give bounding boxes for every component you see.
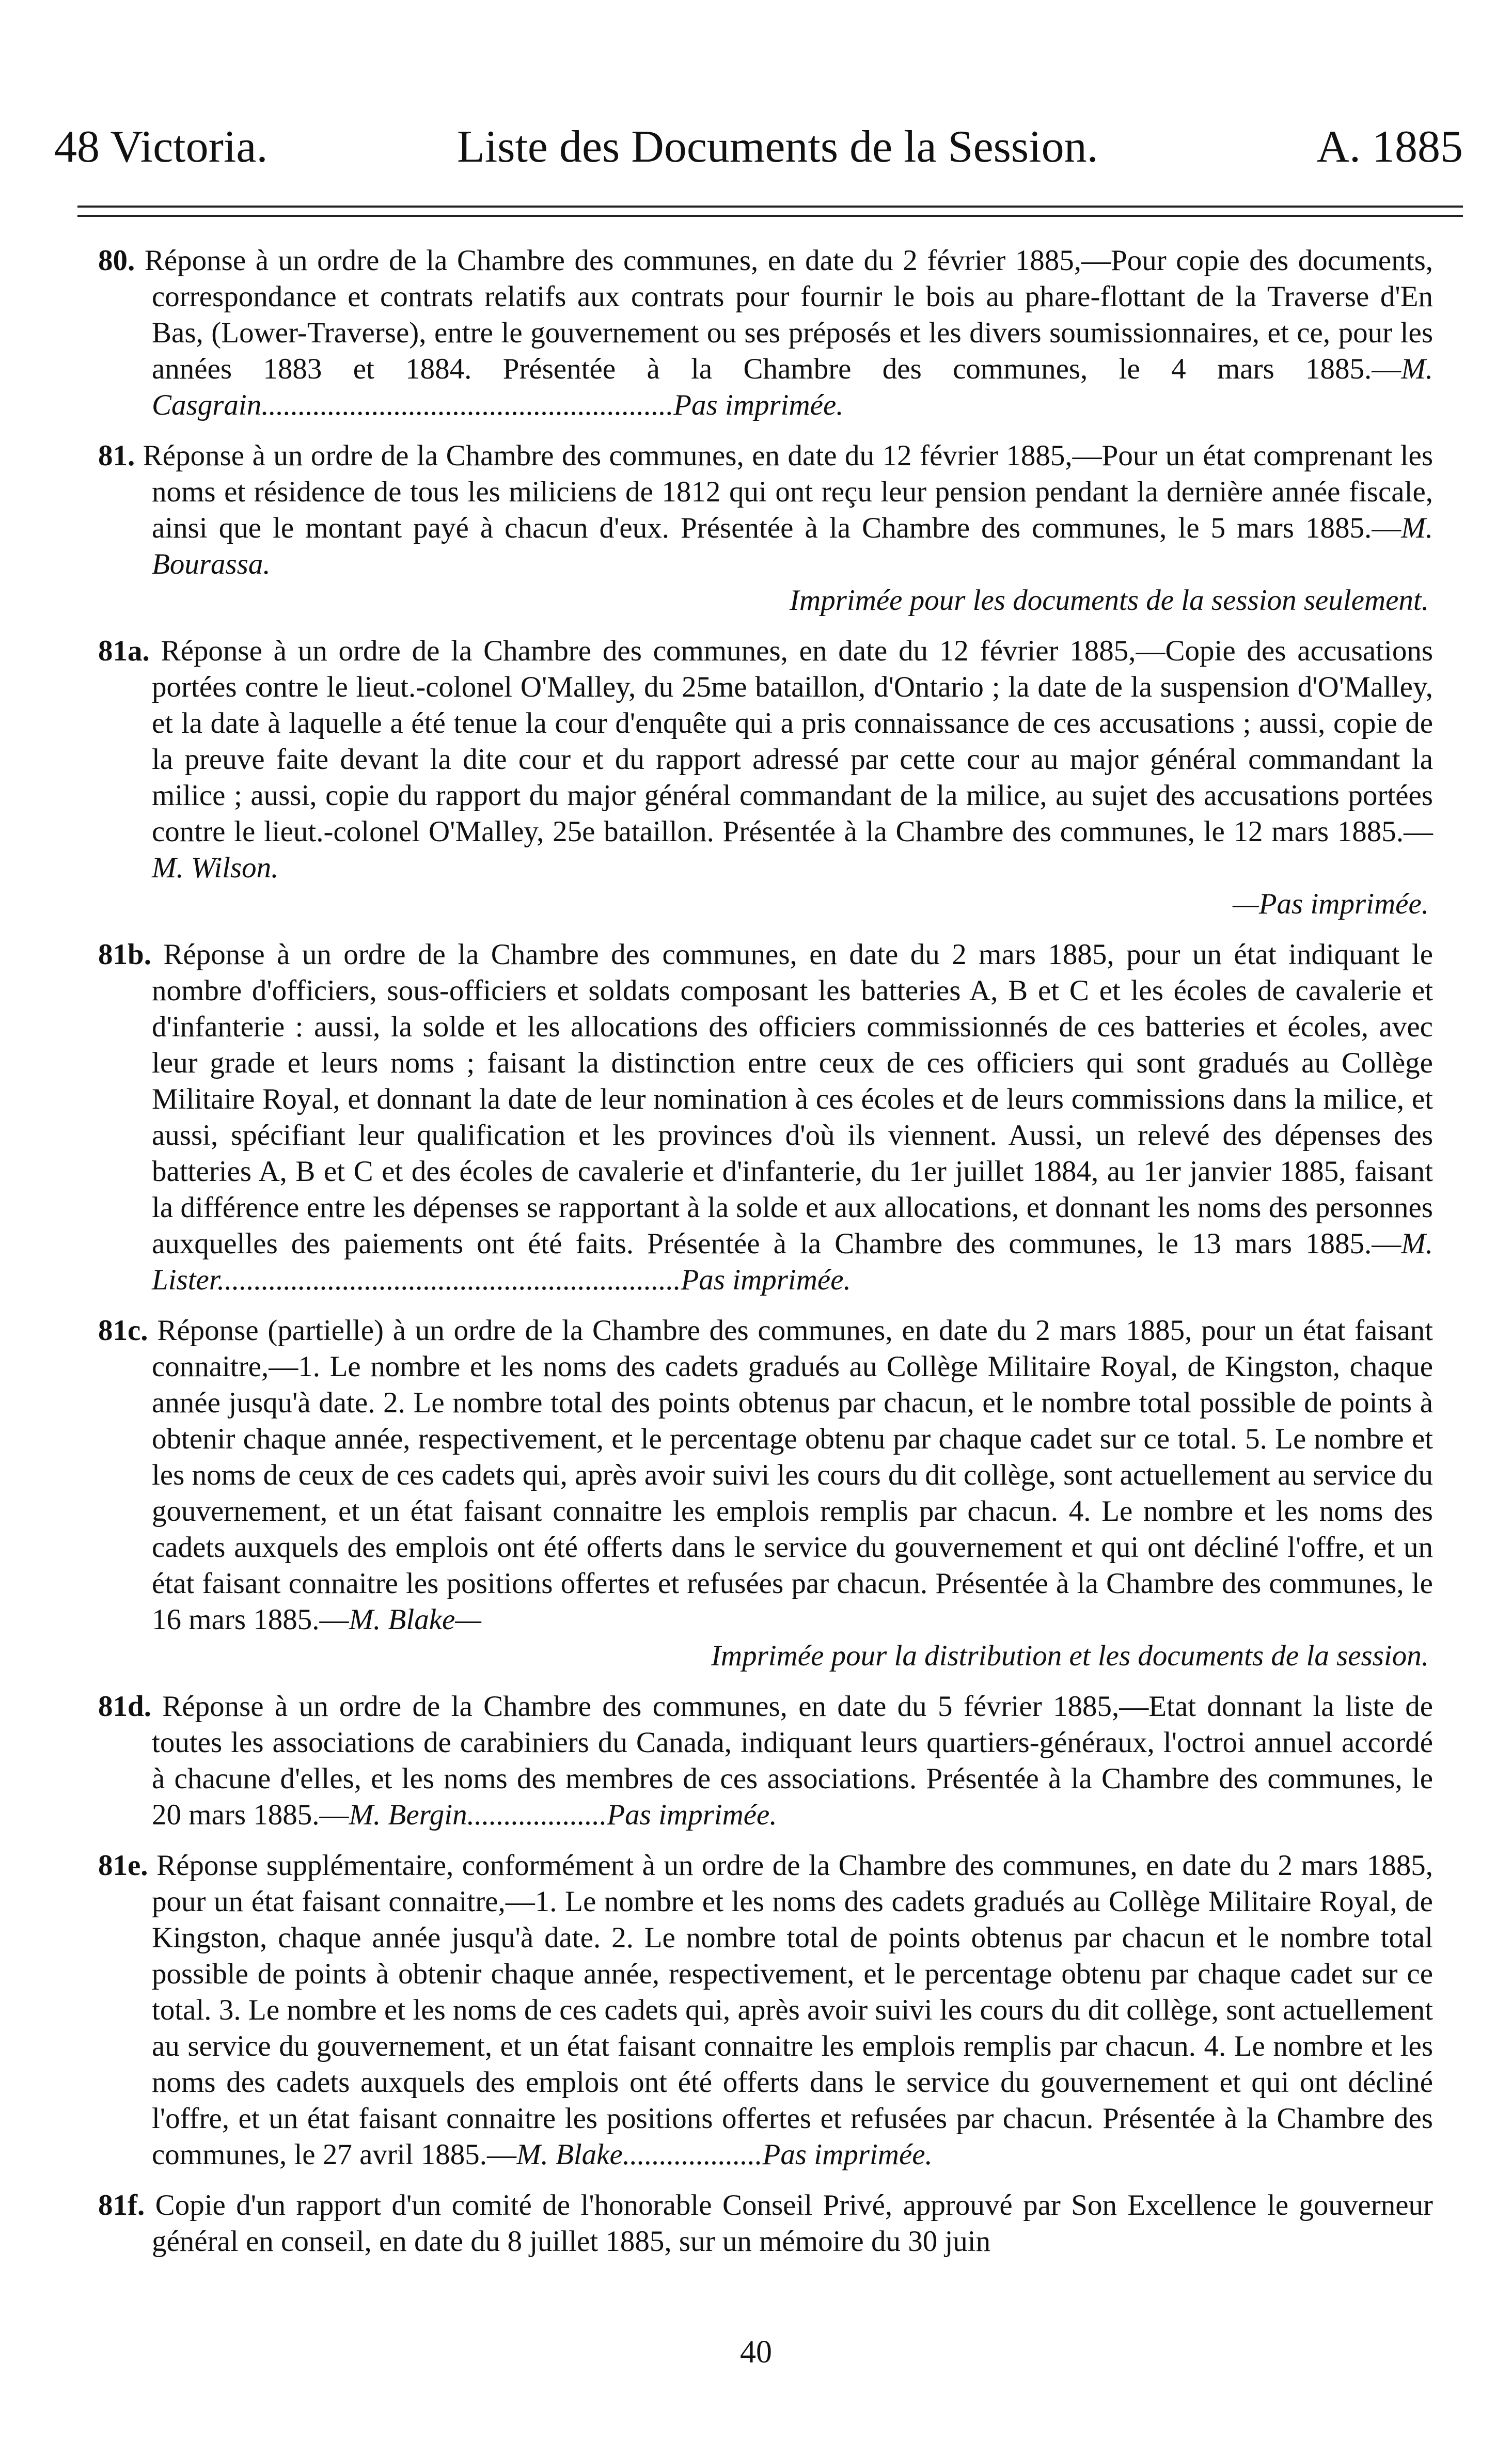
entry-author: M. Blake xyxy=(516,2138,623,2171)
entry-number: 81c. xyxy=(98,1314,148,1347)
entry-note: —Pas imprimée. xyxy=(1233,888,1429,920)
entry-description: Réponse (partielle) à un ordre de la Chambre des communes, en date du 2 mars 1885, pour un état faisant connaitre,—1. Le nombre et les noms des cadets gradués au Collège Militaire Royal, de Kingston, chaque année jusqu'à date. 2. Le nombre total des points obtenus par chacun, et le nombre total possible de points à obtenir chaque année, respectivement, et le percentage obtenu par chaque cadet sur ce total. 5. Le nombre et les noms de ceux de ces cadets qui, après avoir suivi les cours du dit collège, sont actuellement au service du gouvernement, et un état faisant connaitre les emplois remplis par chacun. 4. Le nombre et les noms des cadets auxquels des emplois ont été offerts dans le service du gouvernement et qui ont décliné l'offre, et un état faisant connaitre les positions offertes et refusées par chacun. Présentée à la Chambre des communes, le 16 mars 1885.— xyxy=(152,1314,1434,1636)
entry-status: Pas imprimée. xyxy=(607,1799,777,1831)
entry-author: M. Bergin xyxy=(349,1799,467,1831)
header-session: 48 Victoria. xyxy=(54,122,268,172)
entry-description: Réponse à un ordre de la Chambre des communes, en date du 2 mars 1885, pour un état indiquant le nombre d'officiers, sous-officiers et soldats composant les batteries A, B et C et les écoles de cavalerie et d'infanterie : aussi, la solde et les allocations des officiers commissionnés de ces batteries et écoles, avec leur grade et leurs noms ; faisant la distinction entre ceux de ces officiers qui sont gradués au Collège Militaire Royal, et donnant la date de leur nomination à ces écoles et de leurs commissions dans la milice, et aussi, spécifiant leur qualification et les provinces d'où ils viennent. Aussi, un relevé des dépenses des batteries A, B et C et des écoles de cavalerie et d'infanterie, du 1er juillet 1884, au 1er janvier 1885, faisant la différence entre les dépenses se rapportant à la solde et aux allocations, et donnant les noms des personnes auxquelles des paiements ont été faits. Présentée à la Chambre des communes, le 13 mars 1885.— xyxy=(152,938,1433,1260)
entry-note: Imprimée pour la distribution et les documents de la session. xyxy=(711,1640,1429,1672)
entry-text xyxy=(98,2187,1433,2260)
entry-number: 81f. xyxy=(98,2189,145,2221)
entry-status: Pas imprimée. xyxy=(762,2138,933,2171)
entry-note: Imprimée pour les documents de la session seulement. xyxy=(790,584,1429,617)
entry-81f xyxy=(98,2187,1433,2260)
document-body xyxy=(98,243,1433,2274)
header-rule-bottom xyxy=(77,215,1463,217)
entry-description: Réponse à un ordre de la Chambre des communes, en date du 12 février 1885,—Pour un état comprenant les noms et résidence de tous les miliciens de 1812 qui ont reçu leur pension pendant la dernière année fiscale, ainsi que le montant payé à chacun d'eux. Présentée à la Chambre des communes, le 5 mars 1885.— xyxy=(143,439,1434,544)
entry-author: M. Blake— xyxy=(349,1603,481,1636)
entry-description: Réponse à un ordre de la Chambre des communes, en date du 12 février 1885,—Copie des accusations portées contre le lieut.-colonel O'Malley, du 25me bataillon, d'Ontario ; la date de la suspension d'O'Malley, et la date à laquelle a été tenue la cour d'enquête qui a pris connaissance de ces accusations ; aussi, copie de la preuve faite devant la dite cour et du rapport adressé par cette cour au major général commandant la milice ; aussi, copie du rapport du major général commandant de la milice, au sujet des accusations portées contre le lieut.-colonel O'Malley, 25e bataillon. Présentée à la Chambre des communes, le 12 mars 1885.— xyxy=(152,635,1434,848)
entry-status: Pas imprimée. xyxy=(681,1264,851,1296)
entry-description: Réponse à un ordre de la Chambre des communes, en date du 2 février 1885,—Pour copie des documents, correspondance et contrats relatifs aux contrats pour fournir le bois au phare-flottant de la Traverse d'En Bas, (Lower-Traverse), entre le gouvernement ou ses préposés et les divers soumissionnaires, et ce, pour les années 1883 et 1884. Présentée à la Chambre des communes, le 4 mars 1885.— xyxy=(144,244,1434,385)
page-number: 40 xyxy=(740,2335,772,2370)
entry-text xyxy=(98,1313,1433,1638)
header-year: A. 1885 xyxy=(1316,122,1463,172)
entry-author: M. Casgrain xyxy=(152,353,1433,421)
entry-author: M. Wilson. xyxy=(152,852,279,884)
entry-author: M. Bourassa. xyxy=(152,512,1433,580)
entry-number: 81d. xyxy=(98,1690,151,1723)
entry-number: 81. xyxy=(98,439,135,472)
entry-leader: ........................................................ xyxy=(261,389,674,421)
entry-text xyxy=(98,243,1433,423)
entry-81 xyxy=(98,438,1433,619)
entry-author: M. Lister xyxy=(152,1227,1433,1296)
entry-leader: ............................................................... xyxy=(217,1264,681,1296)
entry-description: Copie d'un rapport d'un comité de l'honorable Conseil Privé, approuvé par Son Excellence le gouverneur général en conseil, en date du 8 juillet 1885, sur un mémoire du 30 juin xyxy=(152,2189,1433,2258)
entry-80 xyxy=(98,243,1433,423)
entry-81b xyxy=(98,937,1433,1298)
entry-status: Pas imprimée. xyxy=(673,389,844,421)
entry-text xyxy=(98,1689,1433,1833)
header-title: Liste des Documents de la Session. xyxy=(457,122,1098,172)
entry-number: 81a. xyxy=(98,635,150,667)
entry-text xyxy=(98,1848,1433,2173)
entry-81c xyxy=(98,1313,1433,1674)
entry-leader: ................... xyxy=(622,2138,763,2171)
entry-81a xyxy=(98,633,1433,922)
entry-number: 81e. xyxy=(98,1849,148,1882)
entry-81e xyxy=(98,1848,1433,2173)
entry-text xyxy=(98,937,1433,1298)
page-header xyxy=(54,119,1463,176)
entry-number: 80. xyxy=(98,244,135,277)
entry-text xyxy=(98,633,1433,886)
entry-number: 81b. xyxy=(98,938,151,971)
entry-description: Réponse à un ordre de la Chambre des communes, en date du 5 février 1885,—Etat donnant la liste de toutes les associations de carabiniers du Canada, indiquant leurs quartiers-généraux, l'octroi annuel accordé à chacune d'elles, et les noms des membres de ces associations. Présentée à la Chambre des communes, le 20 mars 1885.— xyxy=(152,1690,1433,1831)
header-rule-top xyxy=(77,206,1463,208)
entry-leader: ................... xyxy=(467,1799,607,1831)
entry-81d xyxy=(98,1689,1433,1833)
entry-description: Réponse supplémentaire, conformément à un ordre de la Chambre des communes, en date du 2 mars 1885, pour un état faisant connaitre,—1. Le nombre et les noms des cadets gradués au Collège Militaire Royal, de Kingston, chaque année jusqu'à date. 2. Le nombre total de points obtenus par chacun et le nombre total possible de points à obtenir chaque année, respectivement, et le percentage obtenu par chaque cadet sur ce total. 3. Le nombre et les noms de ces cadets qui, après avoir suivi les cours du dit collège, sont actuellement au service du gouvernement, et un état faisant connaitre les emplois remplis par chacun. 4. Le nombre et les noms des cadets auxquels des emplois ont été offerts dans le service du gouvernement et qui ont décliné l'offre, et un état faisant connaitre les positions offertes et refusées par chacun. Présentée à la Chambre des communes, le 27 avril 1885.— xyxy=(152,1849,1434,2171)
entry-text xyxy=(98,438,1433,582)
